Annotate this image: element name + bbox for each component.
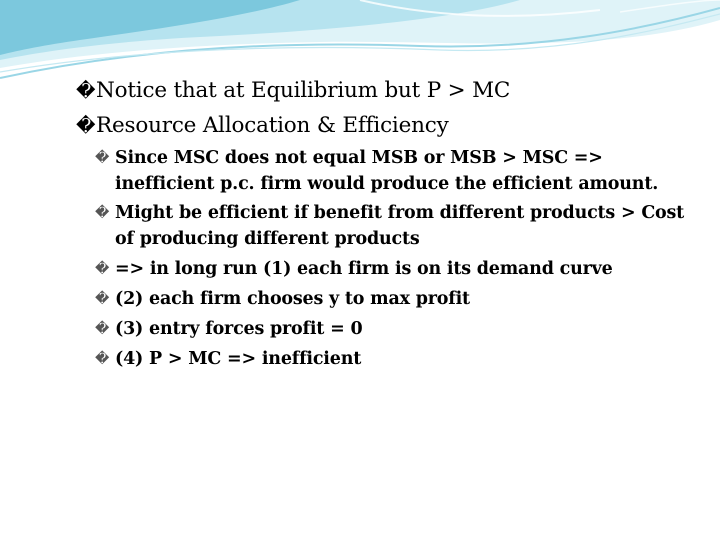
sub-bullet-entry-forces (96, 316, 686, 342)
sub-bullet-long-run (96, 256, 686, 282)
sub-bullet-p-gt-mc (96, 346, 686, 372)
bullet-text: Notice that at Equilibrium but P > MC (96, 78, 511, 103)
sub-bullet-marker-icon: � (95, 205, 110, 221)
sub-bullet-text: (2) each firm chooses y to max profit (115, 289, 470, 309)
bullet-marker-icon: � (76, 115, 96, 137)
sub-bullet-msc-msb (96, 145, 686, 197)
sub-bullet-text: Since MSC does not equal MSB or MSB > MSC => inefficient p.c. firm would produce the efficient amount. (115, 148, 659, 194)
sub-bullet-marker-icon: � (95, 351, 110, 367)
sub-bullet-text: => in long run (1) each firm is on its demand curve (115, 259, 613, 279)
sub-bullet-text: Might be efficient if benefit from different products > Cost of producing different products (115, 203, 685, 249)
bullet-text: Resource Allocation & Efficiency (96, 113, 449, 138)
sub-bullet-text: (3) entry forces profit = 0 (115, 319, 363, 339)
bullet-notice-equilibrium (76, 78, 510, 104)
sub-bullet-marker-icon: � (95, 321, 110, 337)
bullet-marker-icon: � (76, 80, 96, 102)
sub-bullet-marker-icon: � (95, 150, 110, 166)
bullet-resource-allocation (76, 113, 449, 139)
sub-bullet-marker-icon: � (95, 291, 110, 307)
sub-bullet-might-be-efficient (96, 200, 686, 252)
sub-bullet-marker-icon: � (95, 261, 110, 277)
sub-bullet-max-profit (96, 286, 686, 312)
sub-bullet-text: (4) P > MC => inefficient (115, 349, 362, 369)
